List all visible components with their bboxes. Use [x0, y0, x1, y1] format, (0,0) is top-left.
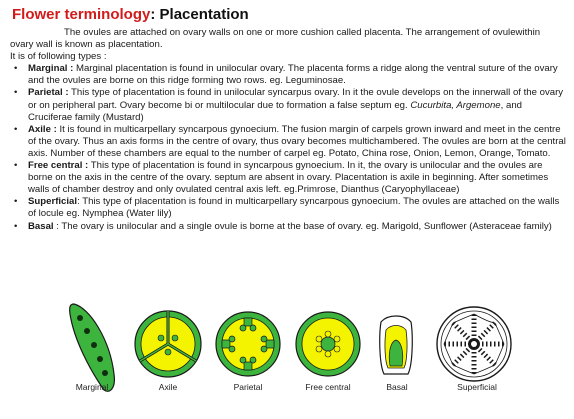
page-title: [12, 6, 249, 23]
types-heading: It is of following types :: [10, 51, 107, 63]
placentation-list: [10, 63, 566, 232]
item-term: Free central :: [28, 160, 89, 172]
list-item-free-central: [10, 160, 566, 196]
item-text: : This type of placentation is found in multicarpellary syncarpous gynoecium. The ovules are attached on the walls of locule eg. Nymphea (Water lily): [28, 196, 560, 220]
list-item-parietal: [10, 87, 566, 123]
caption-basal: Basal: [386, 382, 408, 392]
basal-diagram: [380, 316, 412, 374]
list-item-axile: [10, 124, 566, 160]
caption-parietal: Parietal: [233, 382, 263, 392]
item-text: Marginal placentation is found in unilocular ovary. The placenta forms a ridge along the ventral suture of the ovary and the ovules are borne on this ridge forming two rows. eg. Leguminosae.: [28, 63, 558, 87]
list-item-marginal: [10, 63, 566, 87]
item-text-tail: , and Cruciferae family (Mustard): [28, 99, 522, 123]
free-central-diagram: [296, 312, 360, 376]
item-term: Parietal :: [28, 87, 69, 99]
bullet-icon: •: [14, 63, 18, 75]
intro-paragraph: [10, 27, 566, 51]
list-item-superficial: [10, 196, 566, 220]
list-item-basal: [10, 221, 566, 233]
item-italic-text: Cucurbita, Argemone: [410, 99, 501, 111]
item-text: It is found in multicarpellary syncarpous gynoecium. The fusion margin of carpels grown inward and meet in the centre of the ovary. Thus an axis forms in the centre of ovary, thus ovary becomes multichambered. The ovules are born at the central axis. Number of these chambers are equal to the number of carpel eg. Potato, China rose, Onion, Lemon, Orange, Tomato.: [28, 123, 566, 159]
bullet-icon: •: [14, 196, 18, 208]
bullet-icon: •: [14, 220, 18, 232]
title-separator: :: [150, 6, 160, 23]
item-term: Marginal :: [28, 63, 74, 75]
axile-diagram: [135, 311, 201, 377]
bullet-icon: •: [14, 160, 18, 172]
superficial-diagram: [437, 307, 511, 381]
content-body: [10, 27, 566, 233]
caption-axile: Axile: [158, 382, 178, 392]
title-main: Placentation: [159, 6, 249, 23]
bullet-icon: •: [14, 123, 18, 135]
intro-text: The ovules are attached on ovary walls on one or more cushion called placenta. The arrangement of ovulewithin ovary wall is known as placentation.: [10, 27, 541, 51]
parietal-diagram: [216, 312, 280, 376]
caption-free-central: Free central: [305, 382, 351, 392]
title-prefix: Flower terminology: [12, 6, 151, 23]
caption-marginal: Marginal: [75, 382, 109, 392]
marginal-diagram: [70, 304, 115, 391]
bullet-icon: •: [14, 87, 18, 99]
item-text: : The ovary is unilocular and a single ovule is borne at the base of ovary. eg. Marigold, Sunflower (Asteraceae family): [53, 220, 552, 232]
item-text: This type of placentation is found in syncarpous gynoecium. In it, the ovary is unilocular and the ovules are borne on the axis in the centre of the ovary. septum are absent in ovary. Placentation is axile in beginning. After sometimes walls of chamber destroy and only ovulated central axis left. eg.Primrose, Dianthus (Caryophyllaceae): [28, 160, 549, 196]
item-term: Basal: [28, 220, 54, 232]
item-term: Superficial: [28, 196, 78, 208]
item-term: Axile :: [28, 123, 57, 135]
item-text: This type of placentation is found in unilocular syncarpus ovary. In it the ovule develops on the innerwall of the ovary or on peripheral part. Ovary become bi or multilocular due to formation a false septum eg.: [28, 87, 564, 111]
caption-superficial: Superficial: [457, 382, 497, 392]
